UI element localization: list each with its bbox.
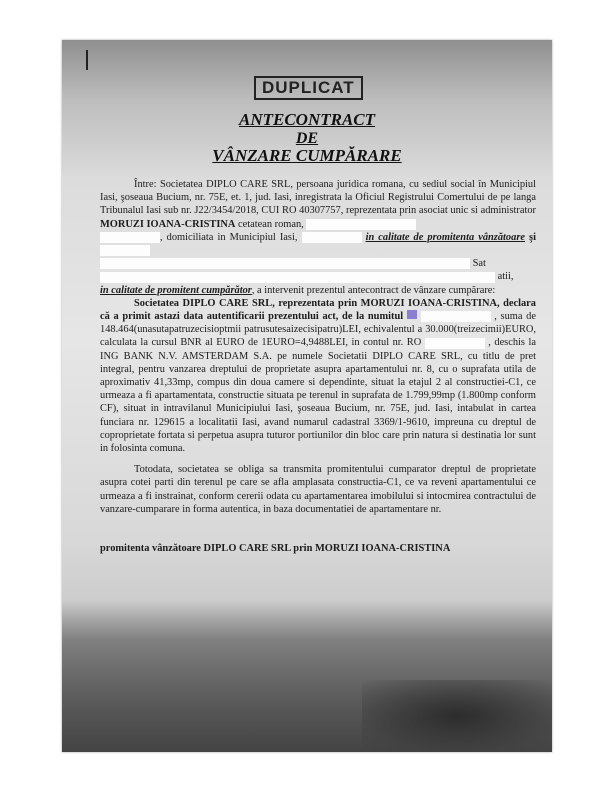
redaction xyxy=(100,232,160,243)
contract-body xyxy=(100,178,536,555)
title-line-3: VÂNZARE CUMPĂRARE xyxy=(212,146,402,165)
document-page xyxy=(62,40,552,752)
redaction xyxy=(306,219,416,230)
paragraph-land: Totodata, societatea se obliga sa transmita promitentului cumparator dreptul de proprietate asupra cotei parti din terenul pe care se afla amplasata constructia-C1, ce va reveni apartamentului ce urmeaza a fi instrainat, conform cererii odata cu apartamentarea imobilului si intocmirea contractului de vanzare-cumparare in forma autentica, in baza documentatiei de apartamentare nr. xyxy=(100,464,536,515)
paragraph-buyer: in calitate de promitent cumpărător, a intervenit prezentul antecontract de vânzare cumpărare: xyxy=(100,284,496,296)
scan-mark xyxy=(86,50,88,70)
administrator-name: MORUZI IOANA-CRISTINA xyxy=(100,218,236,230)
title-line-2: DE xyxy=(295,130,319,147)
redaction xyxy=(100,258,470,269)
redaction xyxy=(100,272,495,283)
redaction xyxy=(302,232,362,243)
paragraph-payment: Societatea DIPLO CARE SRL, reprezentata prin MORUZI IOANA-CRISTINA, declara că a primit astazi data autentificarii prezentului act, de la numitul , suma de 148.464(unasutapatruzecisioptmii patrusutesaizecisipatru)LEI, echivalentul a 30.000(treizecimii)EURO, calculata la cursul BNR al EURO de 1EURO=4,9488LEI, in contul nr. RO , deschis la ING BANK N.V. AMSTERDAM S.A. pe numele Societatii DIPLO CARE SRL, cu titlu de pret integral, pentru vanzarea dreptului de proprietate asupra apartamentului nr. 8, cu o suprafata utila de aproximativ 41,33mp, compus din doua camere si dependinte, situat la etajul 2 al constructiei-C1, ce urmeaza a fi apartamentata, constructie situata pe terenul in suprafata de 1.799,99mp (1.800mp conform CF), situat in intravilanul Municipiului Iasi, şoseaua Bucium, nr. 75E, jud. Iasi, intabulat in cartea funciara nr. 129615 a localitatii Iasi, avand numarul cadastral 3369/1-9610, impreuna cu dreptul de coproprietate fortata si perpetua asupra tuturor portiunilor din bloc care prin natura si destinatia lor sunt in folosinta comuna. xyxy=(100,297,536,455)
duplicat-stamp: DUPLICAT xyxy=(254,76,363,100)
seller-role: in calitate de promitenta vânzătoare xyxy=(365,231,525,243)
paragraph-parties: Între: Societatea DIPLO CARE SRL, persoana juridica romana, cu sediul social în Municipiul Iasi, şoseaua Bucium, nr. 75E, et. 1, jud. Iasi, inregistrata la Oficiul Registrului Comertului de pe langa Tribunalul Iasi sub nr. J22/3454/2018, CUI RO 40307757, reprezentata prin asociat unic si administrator MORUZI IOANA-CRISTINA cetatean roman, , domiciliata in Municipiul Iasi, in calitate de promitenta vânzătoare şi Sat atii, xyxy=(100,179,536,283)
redaction xyxy=(100,245,150,256)
redaction-mark xyxy=(407,310,417,319)
redaction xyxy=(425,338,485,349)
paragraph-signature: promitenta vânzătoare DIPLO CARE SRL prin MORUZI IOANA-CRISTINA xyxy=(100,543,451,555)
title-line-1: ANTECONTRACT xyxy=(238,110,376,129)
scan-blot xyxy=(362,680,552,752)
buyer-role: in calitate de promitent cumpărător xyxy=(100,284,252,296)
redaction xyxy=(421,311,491,322)
